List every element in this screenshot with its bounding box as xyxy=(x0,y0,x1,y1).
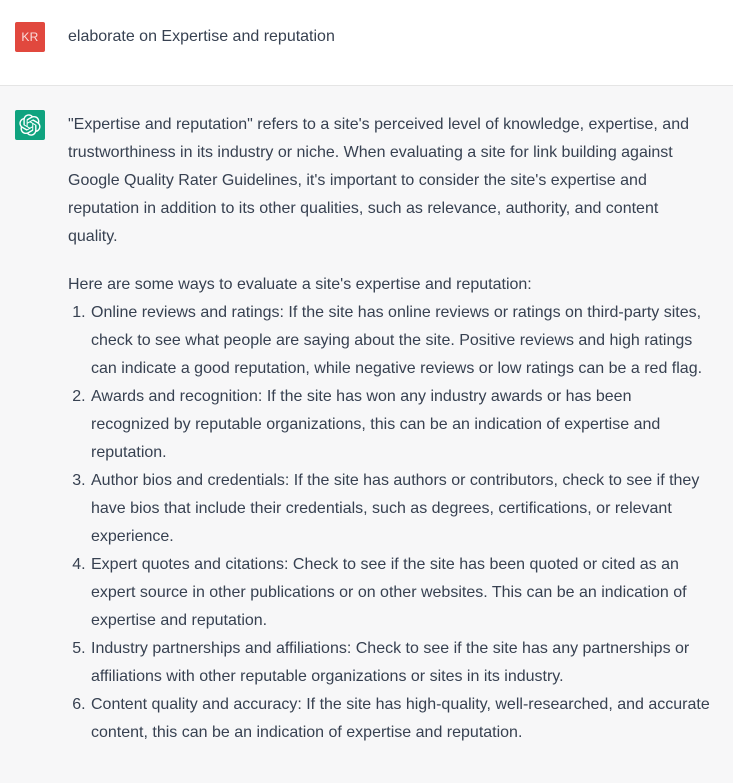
list-item: 1. Online reviews and ratings: If the site has online reviews or ratings on third-party sites, check to see what people are saying about the site. Positive reviews and high ratings can indicate a good reputation, while negative reviews or low ratings can be a red flag. xyxy=(90,299,712,383)
user-message-text: elaborate on Expertise and reputation xyxy=(68,28,335,45)
evaluation-list xyxy=(68,299,712,747)
list-item: 3. Author bios and credentials: If the site has authors or contributors, check to see if they have bios that include their credentials, such as degrees, certifications, or relevant experience. xyxy=(90,467,712,551)
assistant-avatar xyxy=(15,110,45,140)
list-item: 2. Awards and recognition: If the site has won any industry awards or has been recognized by reputable organizations, this can be an indication of expertise and reputation. xyxy=(90,383,712,467)
user-message-row xyxy=(0,0,733,86)
openai-logo-icon xyxy=(19,114,41,136)
paragraph: "Expertise and reputation" refers to a site's perceived level of knowledge, expertise, and trustworthiness in its industry or niche. When evaluating a site for link building against Google Quality Rater Guidelines, it's important to consider the site's expertise and reputation in addition to its other qualities, such as relevance, authority, and content quality. xyxy=(68,116,689,245)
list-item: 5. Industry partnerships and affiliations: Check to see if the site has any partnerships or affiliations with other reputable organizations or sites in its industry. xyxy=(90,635,712,691)
user-avatar: KR xyxy=(15,22,45,52)
assistant-paragraphs xyxy=(68,111,712,299)
assistant-message-row xyxy=(0,86,733,783)
list-item: 6. Content quality and accuracy: If the site has high-quality, well-researched, and accurate content, this can be an indication of expertise and reputation. xyxy=(90,691,712,747)
list-item: 4. Expert quotes and citations: Check to see if the site has been quoted or cited as an expert source in other publications or on other websites. This can be an indication of expertise and reputation. xyxy=(90,551,712,635)
paragraph: Here are some ways to evaluate a site's expertise and reputation: xyxy=(68,276,532,293)
assistant-message-text xyxy=(68,110,712,747)
